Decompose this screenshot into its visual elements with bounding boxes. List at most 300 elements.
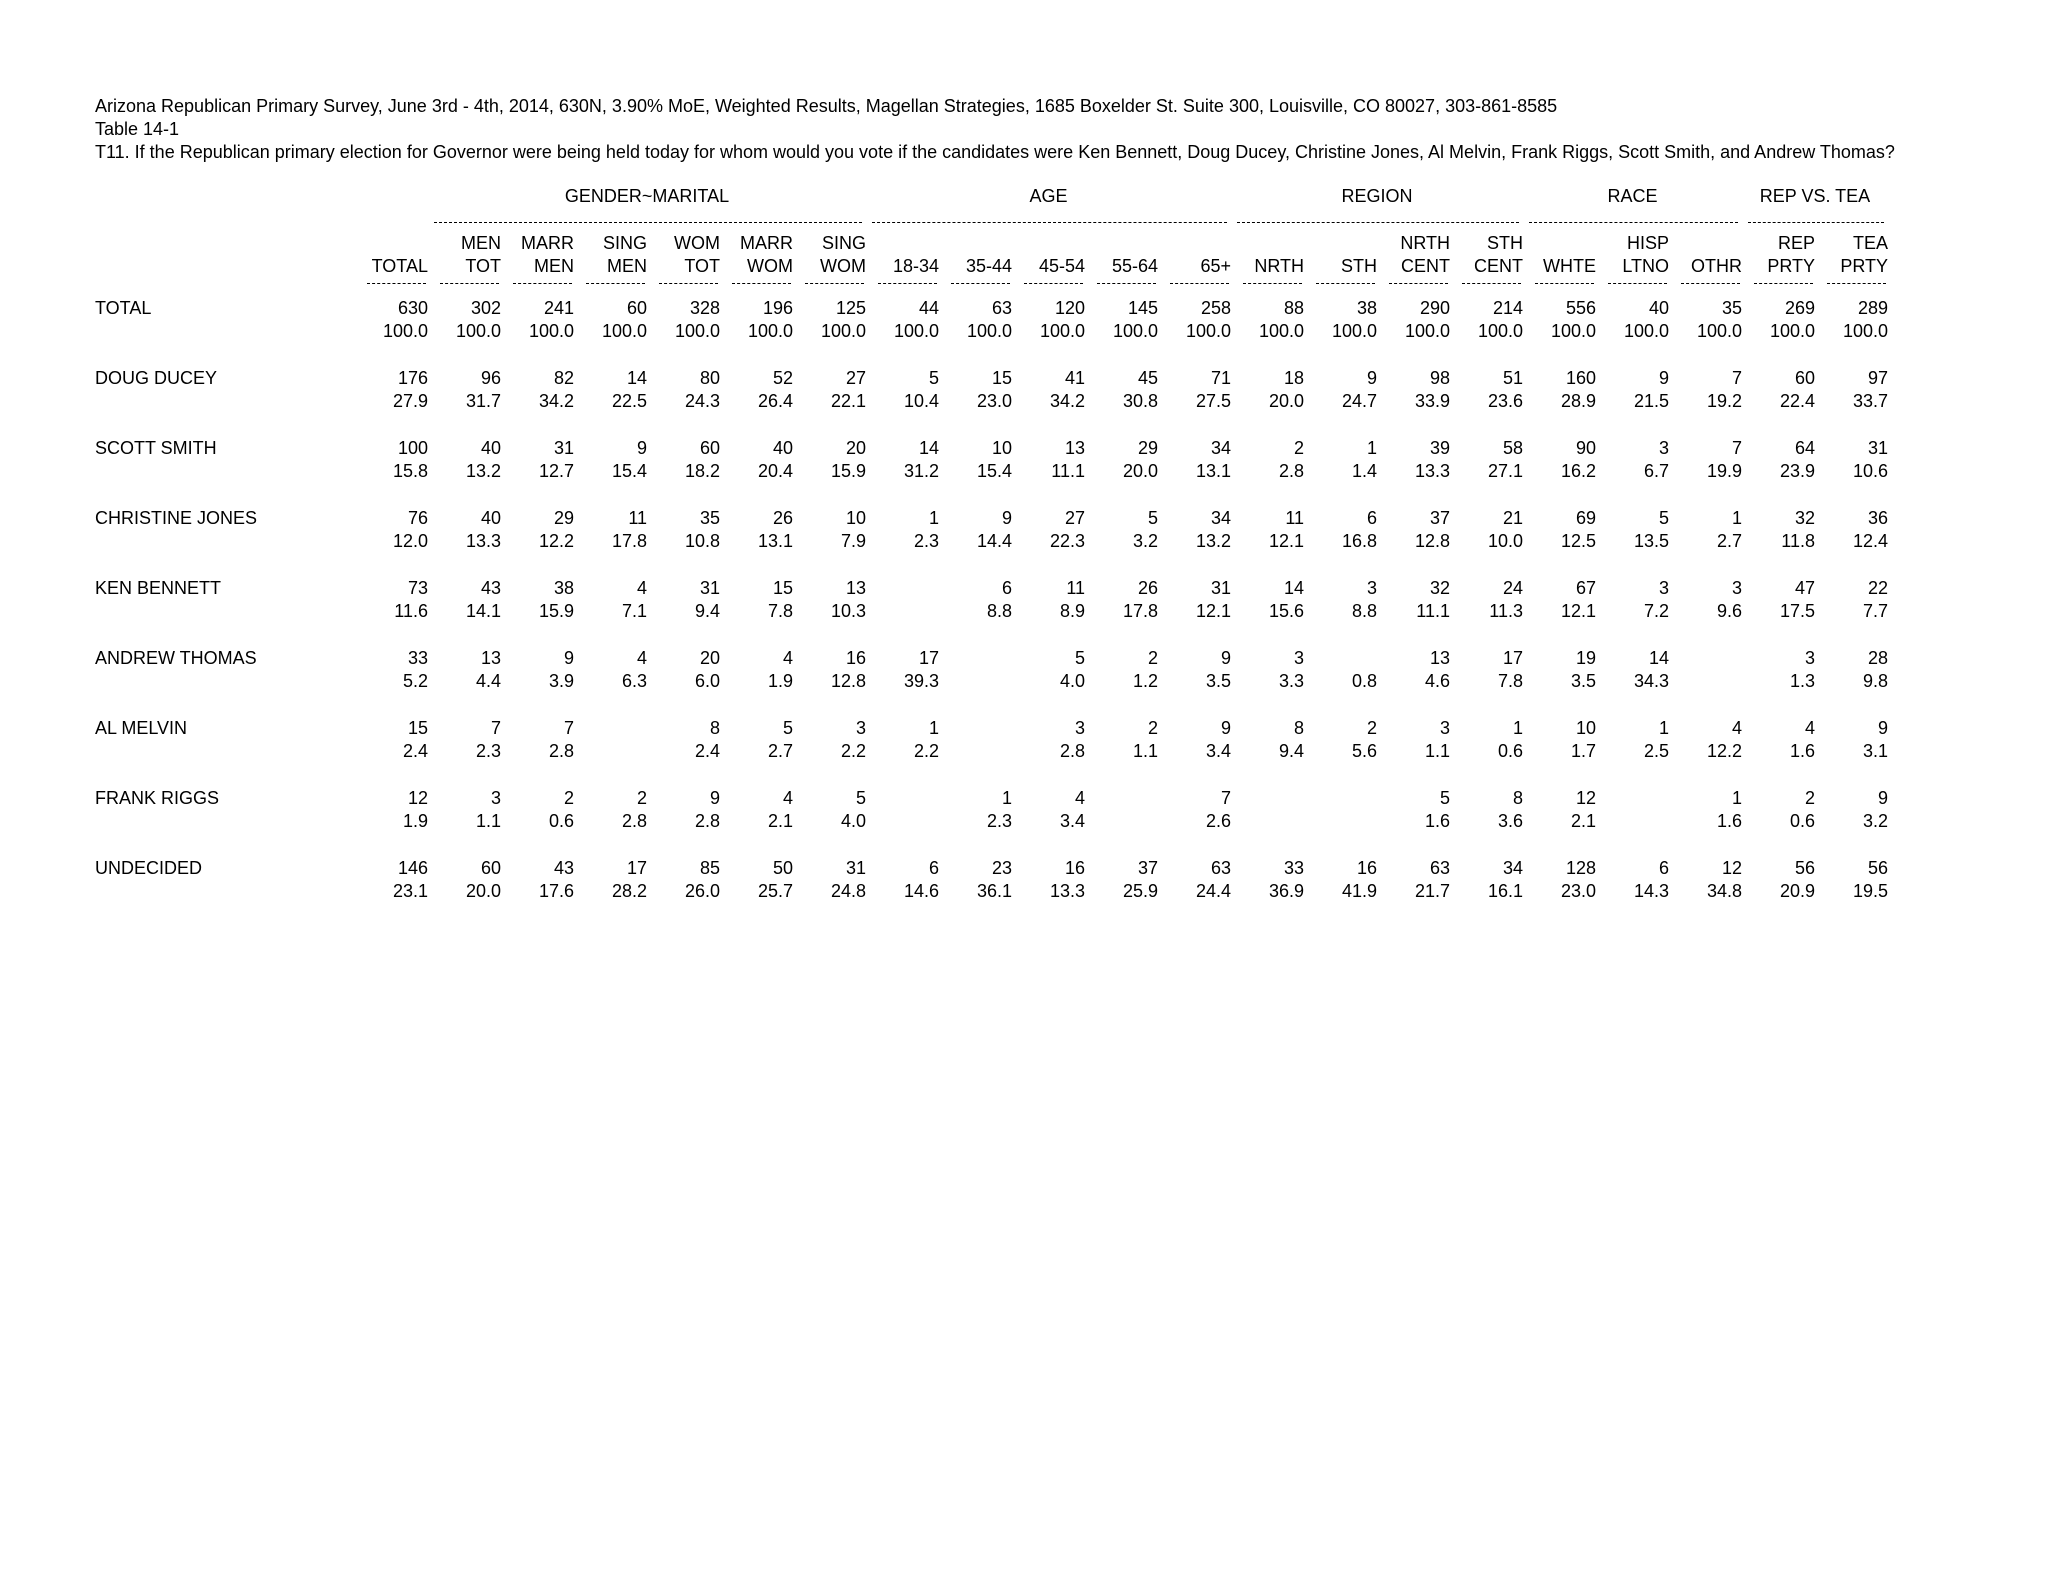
count-cell: 98 <box>1429 368 1450 388</box>
percent-cell: 28.2 <box>611 881 647 901</box>
percent-cell: 13.1 <box>1195 461 1231 481</box>
percent-cell: 7.2 <box>1643 601 1669 621</box>
group-spacer <box>355 186 428 218</box>
row-label: ANDREW THOMAS <box>95 648 257 668</box>
dashed-line <box>1243 283 1302 284</box>
dashed-line <box>1754 283 1813 284</box>
percent-cell: 24.3 <box>684 391 720 411</box>
spacer-cell <box>95 833 1888 856</box>
count-cell: 10 <box>991 438 1012 458</box>
count-cell: 5 <box>1658 508 1669 528</box>
count-cell: 27 <box>1064 508 1085 528</box>
column-header <box>574 232 647 278</box>
percent-cell: 2.3 <box>475 741 501 761</box>
percent-cell: 15.8 <box>392 461 428 481</box>
count-cell <box>866 576 939 600</box>
column-header <box>428 232 501 278</box>
header-spacer <box>95 278 355 290</box>
count-cell: 3 <box>1439 718 1450 738</box>
header-spacer <box>95 232 355 278</box>
percent-cell: 4.4 <box>475 671 501 691</box>
percent-cell: 15.9 <box>830 461 866 481</box>
group-spacer <box>355 218 428 232</box>
row-label-spacer <box>95 460 355 483</box>
percent-cell: 8.8 <box>1351 601 1377 621</box>
percent-cell: 13.3 <box>465 531 501 551</box>
count-cell: 5 <box>1439 788 1450 808</box>
percent-cell: 3.5 <box>1205 671 1231 691</box>
percent-cell: 1.4 <box>1351 461 1377 481</box>
percent-cell: 23.1 <box>392 881 428 901</box>
crosstab-container <box>95 186 1888 903</box>
group-underline <box>428 218 866 232</box>
count-cell: 1 <box>1366 438 1377 458</box>
percent-cell: 100.0 <box>1550 321 1596 341</box>
count-cell: 4 <box>1731 718 1742 738</box>
percent-cell: 100.0 <box>893 321 939 341</box>
count-cell: 21 <box>1502 508 1523 528</box>
count-cell: 97 <box>1867 368 1888 388</box>
count-cell: 9 <box>1877 788 1888 808</box>
percent-cell: 100.0 <box>674 321 720 341</box>
percent-cell: 2.1 <box>767 811 793 831</box>
count-cell: 3 <box>1293 648 1304 668</box>
group-underline <box>1523 218 1742 232</box>
percent-cell: 16.1 <box>1487 881 1523 901</box>
percent-cell: 12.2 <box>538 531 574 551</box>
percent-cell: 11.6 <box>394 601 428 621</box>
group-label: GENDER~MARITAL <box>564 186 730 206</box>
table-row-count <box>95 646 1888 670</box>
percent-cell: 34.8 <box>1706 881 1742 901</box>
column-header <box>939 232 1012 278</box>
count-cell: 64 <box>1794 438 1815 458</box>
table-row-count <box>95 506 1888 530</box>
table-row-percent <box>95 460 1888 483</box>
count-cell: 63 <box>1429 858 1450 878</box>
row-label-spacer <box>95 320 355 343</box>
dashed-line <box>1529 222 1738 223</box>
count-cell: 2 <box>1147 648 1158 668</box>
column-header <box>355 232 428 278</box>
percent-cell: 23.6 <box>1487 391 1523 411</box>
percent-cell: 12.1 <box>1268 531 1304 551</box>
count-cell: 67 <box>1575 578 1596 598</box>
percent-cell: 26.4 <box>757 391 793 411</box>
count-cell: 328 <box>689 298 720 318</box>
percent-cell: 1.6 <box>1424 811 1450 831</box>
count-cell: 5 <box>855 788 866 808</box>
count-cell: 50 <box>772 858 793 878</box>
percent-cell: 12.5 <box>1560 531 1596 551</box>
table-row-count <box>95 716 1888 740</box>
table-row-percent <box>95 670 1888 693</box>
percent-cell: 11.1 <box>1051 461 1085 481</box>
count-cell: 196 <box>762 298 793 318</box>
count-cell: 40 <box>772 438 793 458</box>
percent-cell: 10.3 <box>830 601 866 621</box>
dashed-line <box>1237 222 1519 223</box>
percent-cell: 7.9 <box>840 531 866 551</box>
count-cell: 2 <box>1147 718 1158 738</box>
count-cell: 40 <box>480 508 501 528</box>
percent-cell: 100.0 <box>455 321 501 341</box>
count-cell: 29 <box>553 508 574 528</box>
row-spacer <box>95 623 1888 646</box>
count-cell: 3 <box>1366 578 1377 598</box>
dashed-line <box>440 283 499 284</box>
percent-cell: 12.8 <box>830 671 866 691</box>
percent-cell: 31.7 <box>465 391 501 411</box>
count-cell: 13 <box>1429 648 1450 668</box>
count-cell: 34 <box>1210 508 1231 528</box>
count-cell: 289 <box>1857 298 1888 318</box>
count-cell: 2 <box>563 788 574 808</box>
percent-cell: 22.4 <box>1779 391 1815 411</box>
count-cell: 6 <box>1001 578 1012 598</box>
count-cell: 26 <box>1137 578 1158 598</box>
column-underline <box>1377 278 1450 290</box>
percent-cell: 2.4 <box>402 741 428 761</box>
percent-cell: 100.0 <box>601 321 647 341</box>
column-header <box>1304 232 1377 278</box>
group-underline-row <box>95 218 1888 232</box>
count-cell: 9 <box>563 648 574 668</box>
column-underline <box>866 278 939 290</box>
percent-cell: 41.9 <box>1341 881 1377 901</box>
count-cell: 31 <box>553 438 574 458</box>
percent-cell: 27.5 <box>1195 391 1231 411</box>
count-cell: 146 <box>397 858 428 878</box>
percent-cell <box>1231 810 1304 833</box>
count-cell: 38 <box>553 578 574 598</box>
count-cell: 269 <box>1784 298 1815 318</box>
percent-cell: 19.5 <box>1852 881 1888 901</box>
count-cell: 35 <box>699 508 720 528</box>
column-underline <box>428 278 501 290</box>
count-cell: 90 <box>1575 438 1596 458</box>
column-header-line: LTNO <box>1622 256 1669 276</box>
percent-cell: 17.8 <box>1122 601 1158 621</box>
count-cell: 3 <box>855 718 866 738</box>
column-underline <box>1815 278 1888 290</box>
dashed-line <box>1024 283 1083 284</box>
count-cell: 71 <box>1210 368 1231 388</box>
count-cell <box>1304 646 1377 670</box>
percent-cell: 31.2 <box>903 461 939 481</box>
dashed-line <box>1608 283 1667 284</box>
table-row-percent <box>95 320 1888 343</box>
percent-cell: 7.7 <box>1862 601 1888 621</box>
percent-cell: 17.6 <box>538 881 574 901</box>
dashed-line <box>434 222 862 223</box>
percent-cell: 21.7 <box>1414 881 1450 901</box>
count-cell: 56 <box>1794 858 1815 878</box>
percent-cell: 100.0 <box>528 321 574 341</box>
count-cell: 9 <box>1001 508 1012 528</box>
table-row-percent <box>95 600 1888 623</box>
count-cell: 36 <box>1867 508 1888 528</box>
table-row-percent <box>95 530 1888 553</box>
column-underline-row <box>95 278 1888 290</box>
percent-cell: 12.1 <box>1195 601 1231 621</box>
column-underline <box>574 278 647 290</box>
count-cell: 214 <box>1492 298 1523 318</box>
dashed-line <box>1389 283 1448 284</box>
count-cell: 125 <box>835 298 866 318</box>
count-cell: 24 <box>1502 578 1523 598</box>
row-label: SCOTT SMITH <box>95 438 217 458</box>
spacer-cell <box>95 553 1888 576</box>
count-cell: 33 <box>1283 858 1304 878</box>
count-cell: 12 <box>1575 788 1596 808</box>
percent-cell <box>939 670 1012 693</box>
count-cell: 17 <box>626 858 647 878</box>
count-cell <box>939 646 1012 670</box>
column-header <box>647 232 720 278</box>
table-number: Table 14-1 <box>95 119 180 139</box>
dashed-line <box>732 283 791 284</box>
count-cell: 3 <box>490 788 501 808</box>
percent-cell: 14.4 <box>976 531 1012 551</box>
percent-cell: 2.6 <box>1205 811 1231 831</box>
count-cell: 302 <box>470 298 501 318</box>
count-cell: 16 <box>1356 858 1377 878</box>
count-cell: 96 <box>480 368 501 388</box>
percent-cell: 4.0 <box>840 811 866 831</box>
column-underline <box>1012 278 1085 290</box>
count-cell: 7 <box>490 718 501 738</box>
table-row-count <box>95 436 1888 460</box>
dashed-line <box>1748 222 1884 223</box>
column-header-line: CENT <box>1401 256 1450 276</box>
percent-cell: 3.3 <box>1278 671 1304 691</box>
percent-cell: 7.1 <box>621 601 647 621</box>
count-cell: 6 <box>1658 858 1669 878</box>
percent-cell: 24.8 <box>830 881 866 901</box>
percent-cell: 3.2 <box>1862 811 1888 831</box>
group-label: RACE <box>1607 186 1658 206</box>
percent-cell: 100.0 <box>1039 321 1085 341</box>
percent-cell: 3.6 <box>1497 811 1523 831</box>
percent-cell: 7.8 <box>1497 671 1523 691</box>
percent-cell: 14.1 <box>465 601 501 621</box>
column-header-line: SING <box>821 233 866 253</box>
row-label: FRANK RIGGS <box>95 788 220 808</box>
count-cell: 5 <box>928 368 939 388</box>
percent-cell: 1.7 <box>1570 741 1596 761</box>
count-cell: 1 <box>1001 788 1012 808</box>
count-cell: 56 <box>1867 858 1888 878</box>
column-header <box>1742 232 1815 278</box>
percent-cell: 10.4 <box>903 391 939 411</box>
column-underline <box>1742 278 1815 290</box>
percent-cell: 36.1 <box>976 881 1012 901</box>
count-cell: 9 <box>636 438 647 458</box>
percent-cell: 0.6 <box>1497 741 1523 761</box>
count-cell: 37 <box>1429 508 1450 528</box>
count-cell: 11 <box>1066 578 1085 598</box>
dashed-line <box>878 283 937 284</box>
table-row-count <box>95 366 1888 390</box>
percent-cell: 2.3 <box>986 811 1012 831</box>
dashed-line <box>951 283 1010 284</box>
group-spacer <box>95 218 355 232</box>
count-cell: 80 <box>699 368 720 388</box>
column-header <box>1815 232 1888 278</box>
percent-cell: 19.2 <box>1706 391 1742 411</box>
column-header-line: TOT <box>465 256 501 276</box>
percent-cell: 1.9 <box>402 811 428 831</box>
count-cell: 60 <box>626 298 647 318</box>
percent-cell: 33.7 <box>1852 391 1888 411</box>
percent-cell: 2.7 <box>1716 531 1742 551</box>
group-spacer <box>95 186 355 218</box>
count-cell <box>1231 786 1304 810</box>
count-cell: 29 <box>1137 438 1158 458</box>
percent-cell: 9.4 <box>1278 741 1304 761</box>
column-underline <box>647 278 720 290</box>
count-cell: 1 <box>1731 508 1742 528</box>
percent-cell: 100.0 <box>1331 321 1377 341</box>
percent-cell: 3.5 <box>1570 671 1596 691</box>
percent-cell: 24.4 <box>1195 881 1231 901</box>
group-underline <box>1231 218 1523 232</box>
count-cell: 1 <box>928 508 939 528</box>
percent-cell: 13.2 <box>465 461 501 481</box>
percent-cell: 20.0 <box>1122 461 1158 481</box>
row-spacer <box>95 763 1888 786</box>
row-label-spacer <box>95 390 355 413</box>
percent-cell: 2.2 <box>913 741 939 761</box>
percent-cell: 12.2 <box>1706 741 1742 761</box>
percent-cell: 100.0 <box>1696 321 1742 341</box>
percent-cell: 8.8 <box>986 601 1012 621</box>
count-cell <box>1085 786 1158 810</box>
percent-cell: 17.8 <box>611 531 647 551</box>
count-cell <box>866 786 939 810</box>
count-cell: 120 <box>1054 298 1085 318</box>
percent-cell <box>1669 670 1742 693</box>
column-header-line: NRTH <box>1400 233 1450 253</box>
row-label: UNDECIDED <box>95 858 203 878</box>
percent-cell: 21.5 <box>1633 391 1669 411</box>
count-cell: 31 <box>1210 578 1231 598</box>
percent-cell: 9.6 <box>1716 601 1742 621</box>
dashed-line <box>872 222 1227 223</box>
percent-cell: 15.9 <box>538 601 574 621</box>
count-cell: 43 <box>553 858 574 878</box>
percent-cell: 16.2 <box>1560 461 1596 481</box>
count-cell: 7 <box>563 718 574 738</box>
count-cell: 17 <box>1502 648 1523 668</box>
row-spacer <box>95 343 1888 366</box>
count-cell: 2 <box>1366 718 1377 738</box>
table-row-count <box>95 786 1888 810</box>
percent-cell: 28.9 <box>1560 391 1596 411</box>
row-label-spacer <box>95 740 355 763</box>
count-cell: 19 <box>1575 648 1596 668</box>
count-cell: 39 <box>1429 438 1450 458</box>
count-cell: 32 <box>1429 578 1450 598</box>
percent-cell: 25.9 <box>1122 881 1158 901</box>
percent-cell: 15.6 <box>1268 601 1304 621</box>
count-cell: 4 <box>1074 788 1085 808</box>
count-cell <box>1669 646 1742 670</box>
count-cell: 22 <box>1867 578 1888 598</box>
count-cell: 5 <box>1147 508 1158 528</box>
count-cell: 31 <box>845 858 866 878</box>
percent-cell <box>866 600 939 623</box>
percent-cell: 7.8 <box>767 601 793 621</box>
count-cell: 58 <box>1502 438 1523 458</box>
count-cell: 88 <box>1283 298 1304 318</box>
column-header <box>1158 232 1231 278</box>
count-cell: 4 <box>782 788 793 808</box>
count-cell: 26 <box>772 508 793 528</box>
column-header-line: MEN <box>607 256 647 276</box>
count-cell: 34 <box>1502 858 1523 878</box>
percent-cell <box>939 740 1012 763</box>
count-cell: 258 <box>1200 298 1231 318</box>
percent-cell: 13.3 <box>1414 461 1450 481</box>
column-header <box>1450 232 1523 278</box>
count-cell: 31 <box>1867 438 1888 458</box>
table-row-count <box>95 290 1888 320</box>
count-cell: 3 <box>1658 438 1669 458</box>
dashed-line <box>1097 283 1156 284</box>
column-header-line: WHTE <box>1543 256 1596 276</box>
row-label: AL MELVIN <box>95 718 188 738</box>
percent-cell: 2.7 <box>767 741 793 761</box>
column-header-line: 45-54 <box>1038 256 1085 276</box>
percent-cell: 13.5 <box>1633 531 1669 551</box>
column-header-line: 65+ <box>1200 256 1231 276</box>
column-header-line: MEN <box>534 256 574 276</box>
percent-cell: 5.6 <box>1351 741 1377 761</box>
column-header <box>501 232 574 278</box>
percent-cell: 12.4 <box>1852 531 1888 551</box>
percent-cell: 2.1 <box>1570 811 1596 831</box>
percent-cell <box>866 810 939 833</box>
percent-cell: 2.8 <box>548 741 574 761</box>
column-header-row <box>95 232 1888 278</box>
column-header-line: TOTAL <box>371 256 428 276</box>
count-cell: 60 <box>480 858 501 878</box>
count-cell: 2 <box>636 788 647 808</box>
percent-cell: 2.8 <box>1059 741 1085 761</box>
count-cell: 9 <box>1877 718 1888 738</box>
column-header-line: WOM <box>674 233 720 253</box>
count-cell: 9 <box>1220 648 1231 668</box>
count-cell: 2 <box>1804 788 1815 808</box>
crosstab-table <box>95 186 1888 903</box>
percent-cell: 18.2 <box>684 461 720 481</box>
count-cell: 7 <box>1731 438 1742 458</box>
count-cell: 630 <box>397 298 428 318</box>
percent-cell: 100.0 <box>966 321 1012 341</box>
percent-cell: 2.8 <box>694 811 720 831</box>
count-cell: 16 <box>1064 858 1085 878</box>
count-cell: 1 <box>928 718 939 738</box>
count-cell: 5 <box>782 718 793 738</box>
row-label: TOTAL <box>95 298 152 318</box>
count-cell <box>939 716 1012 740</box>
count-cell: 6 <box>1366 508 1377 528</box>
spacer-cell <box>95 763 1888 786</box>
count-cell: 40 <box>1648 298 1669 318</box>
group-header-row <box>95 186 1888 218</box>
